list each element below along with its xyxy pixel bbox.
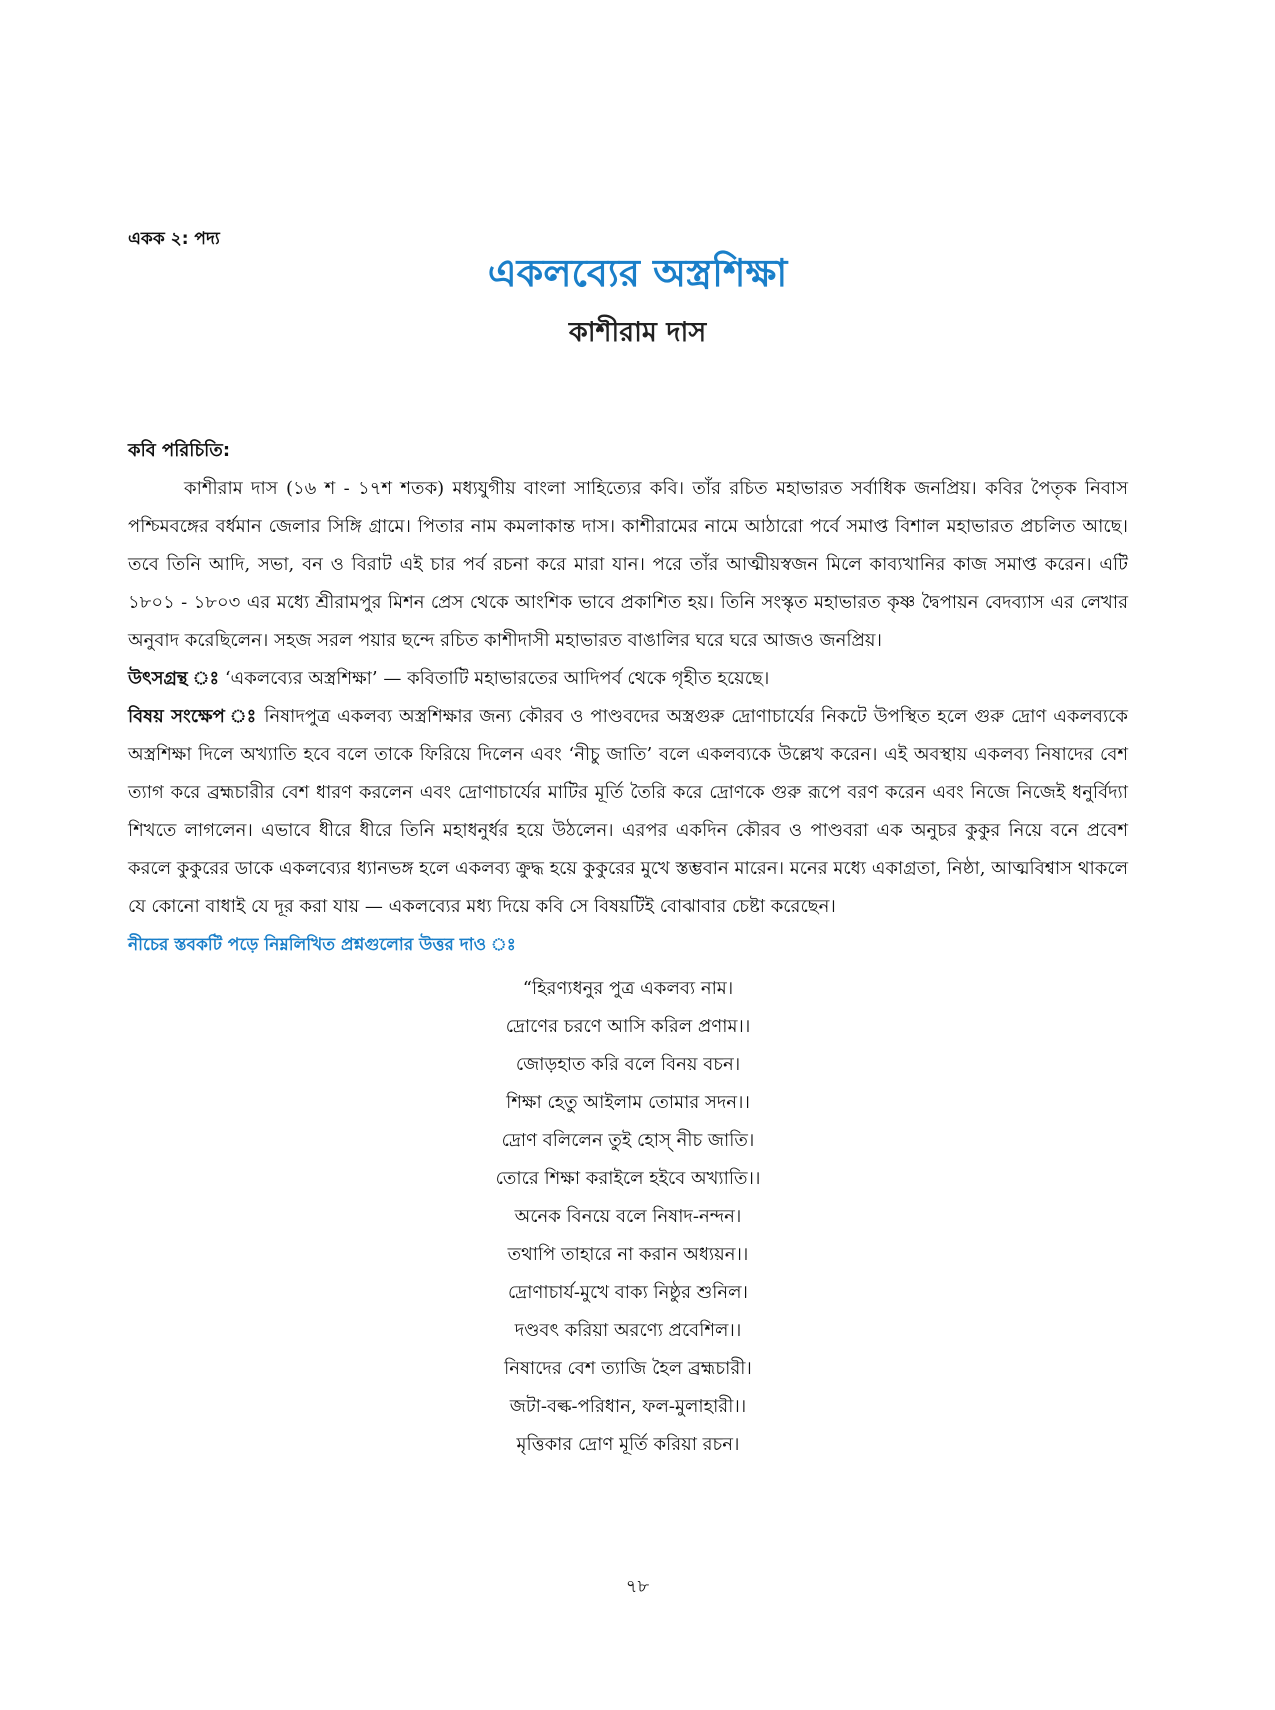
poem-line: শিক্ষা হেতু আইলাম তোমার সদন।। bbox=[506, 1092, 750, 1113]
summary-text: নিষাদপুত্র একলব্য অস্ত্রশিক্ষার জন্য কৌরব ও পাণ্ডবদের অস্ত্রগুরু দ্রোণাচার্যের নিকটে উপস্থিত হলে গুরু দ্রোণ একলব্যকে অস্ত্রশিক্ষা দিলে অখ্যাতি হবে বলে তাকে ফিরিয়ে দিলেন এবং ‘নীচু জাতি’ বলে একলব্যকে উল্লেখ করেন। এই অবস্থায় একলব্য নিষাদের বেশ ত্যাগ করে ব্রহ্মচারীর বেশ ধারণ করলেন এবং দ্রোণাচার্যের মাটির মূর্তি তৈরি করে দ্রোণকে গুরু রূপে বরণ করেন এবং নিজে নিজেই ধনুর্বিদ্যা শিখতে লাগলেন। এভাবে ধীরে ধীরে তিনি মহাধনুর্ধর হয়ে উঠলেন। এরপর একদিন কৌরব ও পাণ্ডবরা এক অনুচর কুকুর নিয়ে বনে প্রবেশ করলে কুকুরের ডাকে একলব্যের ধ্যানভঙ্গ হলে একলব্য ক্রুদ্ধ হয়ে কুকুরের মুখে স্তম্ভবান মারেন। মনের মধ্যে একাগ্রতা, নিষ্ঠা, আত্মবিশ্বাস থাকলে যে কোনো বাধাই যে দূর করা যায় — একলব্যের মধ্য দিয়ে কবি সে বিষয়টিই বোঝাবার চেষ্টা করেছেন। bbox=[128, 706, 1128, 917]
unit-label: একক ২: পদ্য bbox=[128, 229, 220, 249]
poem-stanza bbox=[128, 970, 1128, 1464]
source-text: ‘একলব্যের অস্ত্রশিক্ষা’ — কবিতাটি মহাভারতের আদিপর্ব থেকে গৃহীত হয়েছে। bbox=[224, 668, 770, 689]
poem-line: জটা-বল্ক-পরিধান, ফল-মুলাহারী।। bbox=[509, 1396, 747, 1417]
summary-label: বিষয় সংক্ষেপ ঃ bbox=[128, 706, 258, 727]
poet-intro-heading: কবি পরিচিতি: bbox=[128, 440, 231, 461]
main-content bbox=[128, 432, 1128, 1464]
page-title: একলব্যের অস্ত্রশিক্ষা bbox=[487, 251, 788, 295]
poem-line: মৃত্তিকার দ্রোণ মূর্তি করিয়া রচন। bbox=[516, 1434, 740, 1455]
source-paragraph bbox=[128, 660, 1128, 698]
poem-line: দ্রোণের চরণে আসি করিল প্রণাম।। bbox=[505, 1016, 751, 1037]
source-label: উৎসগ্রন্থ ঃ bbox=[128, 668, 220, 689]
exercise-instruction: নীচের স্তবকটি পড়ে নিম্নলিখিত প্রশ্নগুলোর উত্তর দাও ঃ bbox=[128, 935, 516, 955]
page-number: ৭৮ bbox=[625, 1576, 650, 1597]
poem-line: তোরে শিক্ষা করাইলে হইবে অখ্যাতি।। bbox=[495, 1168, 761, 1189]
poem-line: তথাপি তাহারে না করান অধ্যয়ন।। bbox=[507, 1244, 749, 1265]
poet-intro-paragraph: কাশীরাম দাস (১৬ শ - ১৭শ শতক) মধ্যযুগীয় বাংলা সাহিত্যের কবি। তাঁর রচিত মহাভারত সর্বাধিক জনপ্রিয়। কবির পৈতৃক নিবাস পশ্চিমবঙ্গের বর্ধমান জেলার সিঙ্গি গ্রামে। পিতার নাম কমলাকান্ত দাস। কাশীরামের নামে আঠারো পর্বে সমাপ্ত বিশাল মহাভারত প্রচলিত আছে। তবে তিনি আদি, সভা, বন ও বিরাট এই চার পর্ব রচনা করে মারা যান। পরে তাঁর আত্মীয়স্বজন মিলে কাব্যখানির কাজ সমাপ্ত করেন। এটি ১৮০১ - ১৮০৩ এর মধ্যে শ্রীরামপুর মিশন প্রেস থেকে আংশিক ভাবে প্রকাশিত হয়। তিনি সংস্কৃত মহাভারত কৃষ্ণ দ্বৈপায়ন বেদব্যাস এর লেখার অনুবাদ করেছিলেন। সহজ সরল পয়ার ছন্দে রচিত কাশীদাসী মহাভারত বাঙালির ঘরে ঘরে আজও জনপ্রিয়। bbox=[128, 478, 1128, 651]
author-name: কাশীরাম দাস bbox=[568, 317, 707, 348]
poem-line: দ্রোণ বলিলেন তুই হোস্ নীচ জাতি। bbox=[501, 1130, 755, 1151]
poem-line: দণ্ডবৎ করিয়া অরণ্যে প্রবেশিল।। bbox=[514, 1320, 742, 1341]
poem-line: জোড়হাত করি বলে বিনয় বচন। bbox=[515, 1054, 741, 1075]
poem-line: নিষাদের বেশ ত্যাজি হৈল ব্রহ্মচারী। bbox=[504, 1358, 752, 1379]
poem-line: অনেক বিনয়ে বলে নিষাদ-নন্দন। bbox=[514, 1206, 742, 1227]
summary-paragraph bbox=[128, 698, 1128, 926]
poem-line: দ্রোণাচার্য-মুখে বাক্য নিষ্ঠুর শুনিল। bbox=[508, 1282, 748, 1303]
poem-line: “হিরণ্যধনুর পুত্র একলব্য নাম। bbox=[522, 978, 734, 999]
